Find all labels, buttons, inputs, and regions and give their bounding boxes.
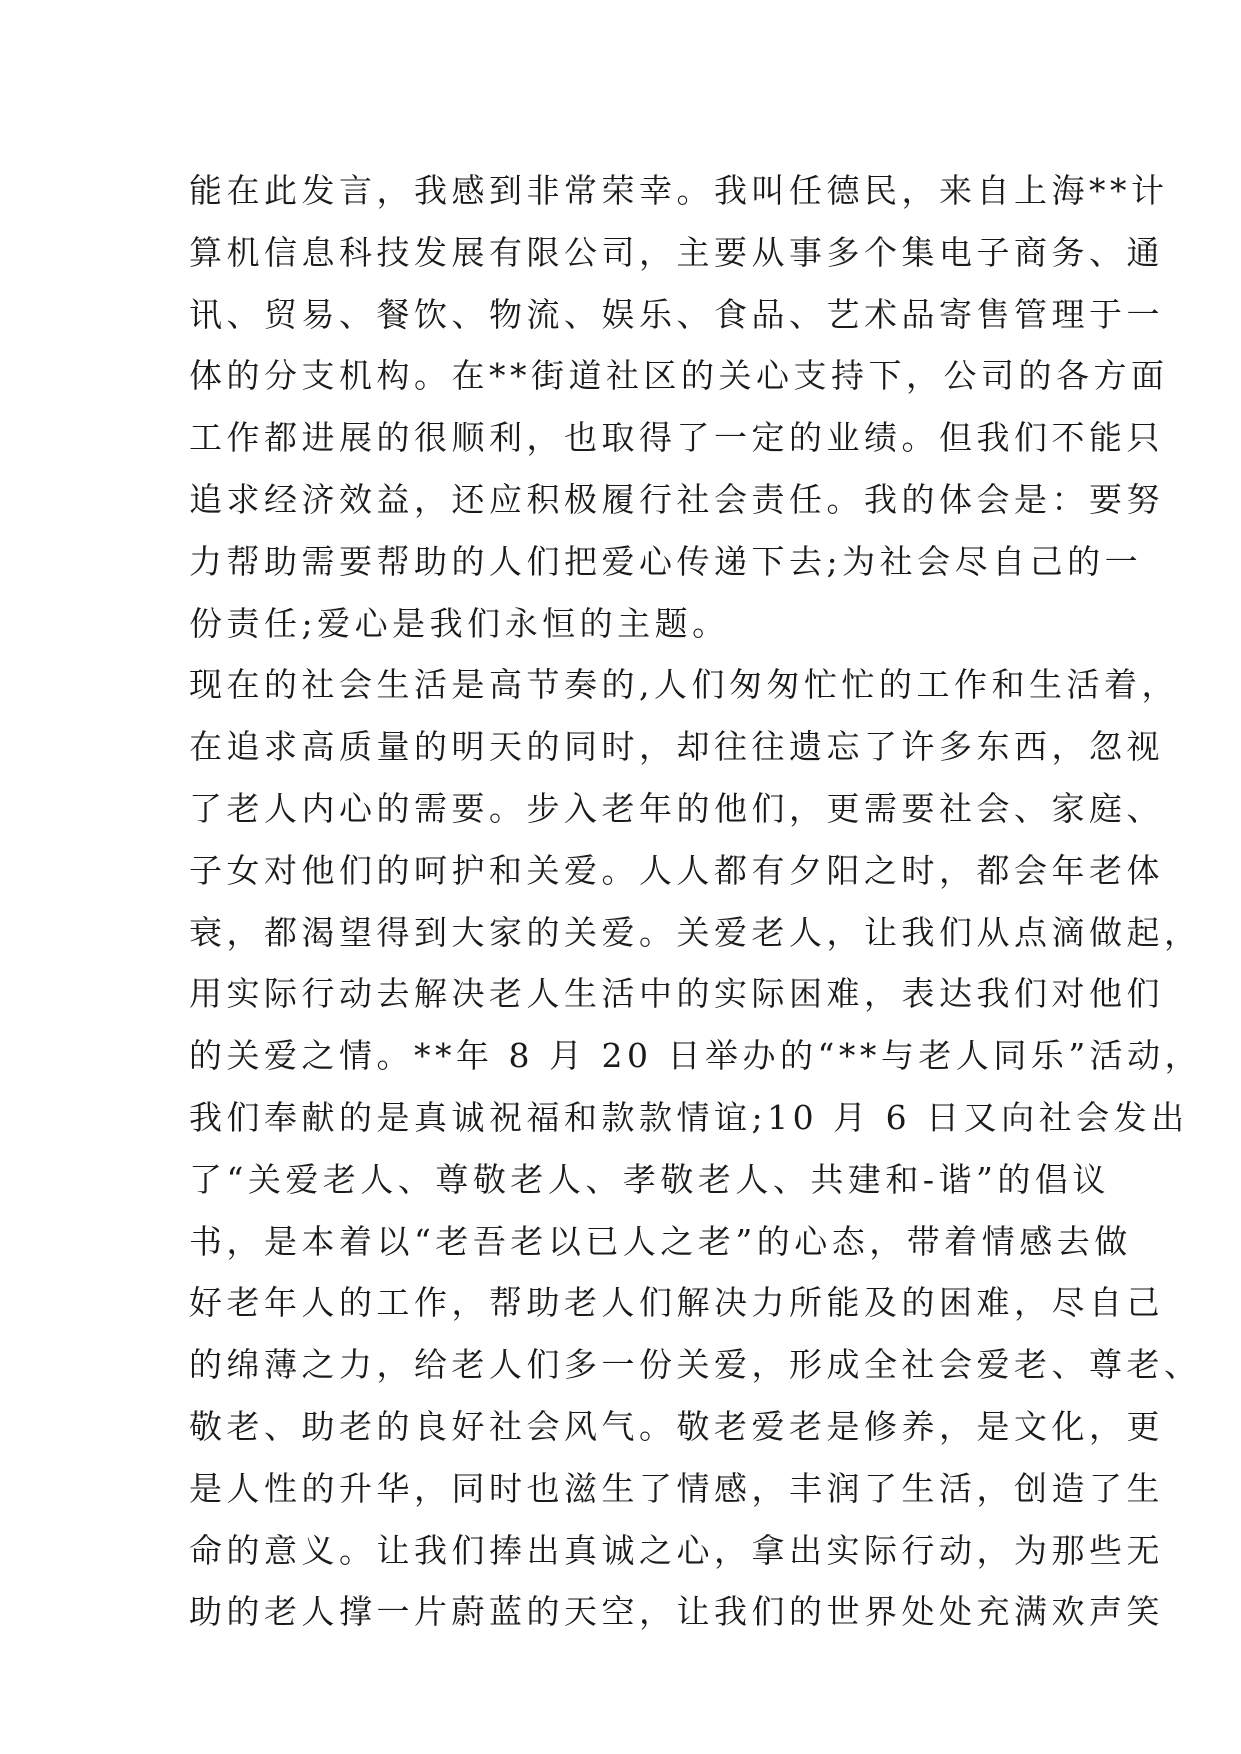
- text-line: 体的分支机构。在**街道社区的关心支持下，公司的各方面: [189, 356, 1169, 396]
- document-body: [189, 160, 1203, 1643]
- text-line: 我们奉献的是真诚祝福和款款情谊;10 月 6 日又向社会发出: [189, 1097, 1189, 1137]
- text-line: 书，是本着以“老吾老以已人之老”的心态，带着情感去做: [189, 1221, 1132, 1261]
- text-line: 好老年人的工作，帮助老人们解决力所能及的困难，尽自己: [189, 1283, 1164, 1323]
- text-line: 算机信息科技发展有限公司，主要从事多个集电子商务、通: [189, 232, 1164, 272]
- text-line: 份责任;爱心是我们永恒的主题。: [189, 603, 730, 643]
- text-line: 助的老人撑一片蔚蓝的天空，让我们的世界处处充满欢声笑: [189, 1592, 1164, 1632]
- text-line: 了“关爱老人、尊敬老人、孝敬老人、共建和-谐”的倡议: [189, 1159, 1110, 1199]
- text-line: 衰，都渴望得到大家的关爱。关爱老人，让我们从点滴做起，: [189, 912, 1202, 952]
- text-line: 是人性的升华，同时也滋生了情感，丰润了生活，创造了生: [189, 1468, 1164, 1508]
- text-line: 的关爱之情。**年 8 月 20 日举办的“**与老人同乐”活动，: [189, 1036, 1203, 1076]
- text-line: 命的意义。让我们捧出真诚之心，拿出实际行动，为那些无: [189, 1530, 1164, 1570]
- text-line: 现在的社会生活是高节奏的,人们匆匆忙忙的工作和生活着，: [189, 665, 1179, 705]
- text-line: 用实际行动去解决老人生活中的实际困难，表达我们对他们: [189, 974, 1164, 1014]
- text-line: 工作都进展的很顺利，也取得了一定的业绩。但我们不能只: [189, 418, 1164, 458]
- text-line: 了老人内心的需要。步入老年的他们，更需要社会、家庭、: [189, 788, 1164, 828]
- text-line: 敬老、助老的良好社会风气。敬老爱老是修养，是文化，更: [189, 1406, 1164, 1446]
- text-line: 在追求高质量的明天的同时，却往往遗忘了许多东西，忽视: [189, 727, 1164, 767]
- text-line: 能在此发言，我感到非常荣幸。我叫任德民，来自上海**计: [189, 171, 1169, 210]
- text-line: 子女对他们的呵护和关爱。人人都有夕阳之时，都会年老体: [189, 850, 1164, 890]
- text-line: 的绵薄之力，给老人们多一份关爱，形成全社会爱老、尊老、: [189, 1345, 1202, 1385]
- text-line: 追求经济效益，还应积极履行社会责任。我的体会是：要努: [189, 479, 1164, 519]
- text-line: 力帮助需要帮助的人们把爱心传递下去;为社会尽自己的一: [189, 541, 1143, 581]
- text-line: 讯、贸易、餐饮、物流、娱乐、食品、艺术品寄售管理于一: [189, 294, 1164, 334]
